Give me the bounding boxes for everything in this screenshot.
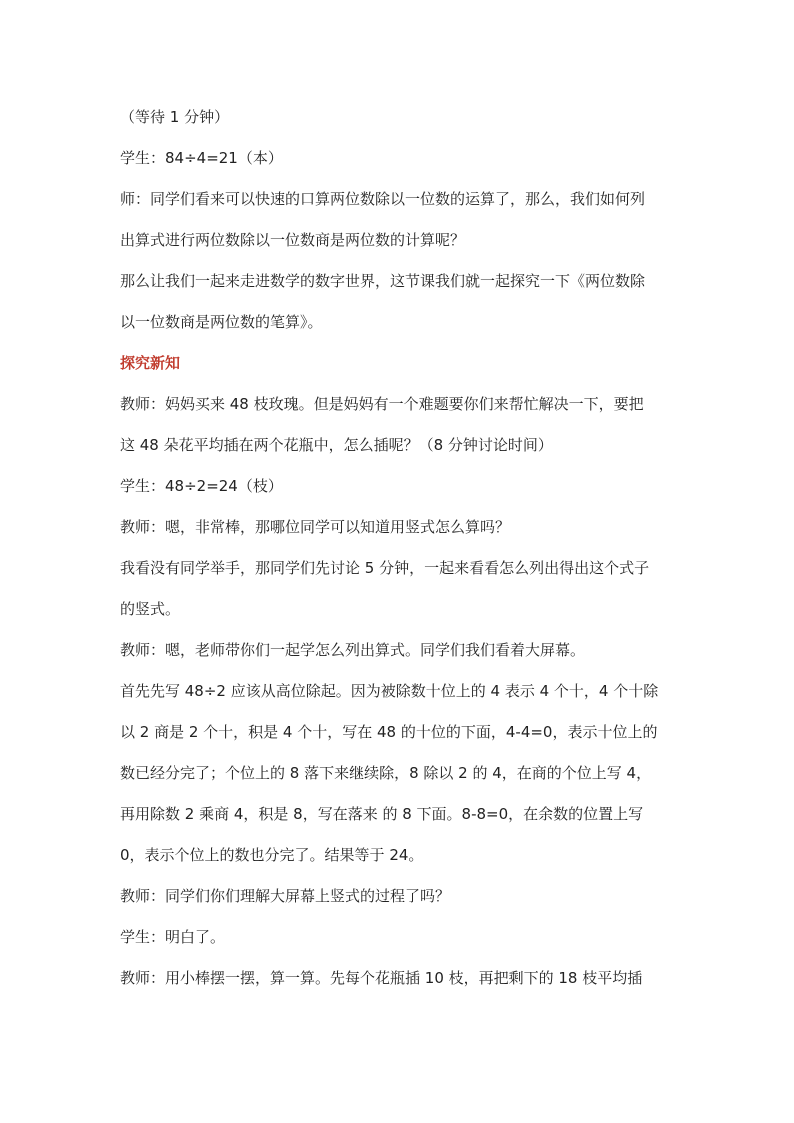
document-body [120, 106, 680, 989]
text-line: 首先先写 48÷2 应该从高位除起。因为被除数十位上的 4 表示 4 个十，4 个十除 [120, 682, 659, 700]
text-line: 的竖式。 [120, 600, 181, 618]
text-line: 数已经分完了；个位上的 8 落下来继续除，8 除以 2 的 4，在商的个位上写 4， [120, 764, 652, 782]
section-heading: 探究新知 [120, 354, 181, 372]
text-line: 学生：48÷2=24（枝） [120, 477, 283, 495]
text-line: 以一位数商是两位数的笔算》。 [120, 313, 323, 331]
text-line: 学生：84÷4=21（本） [120, 149, 283, 167]
text-line: 教师：用小棒摆一摆，算一算。先每个花瓶插 10 枝，再把剩下的 18 枝平均插 [120, 969, 643, 987]
text-line: （等待 1 分钟） [120, 108, 230, 126]
text-line: 出算式进行两位数除以一位数商是两位数的计算呢？ [120, 231, 466, 249]
text-line: 师：同学们看来可以快速的口算两位数除以一位数的运算了，那么，我们如何列 [120, 190, 646, 208]
text-line: 再用除数 2 乘商 4，积是 8，写在落来 的 8 下面。8-8=0，在余数的位置上写 [120, 805, 644, 823]
text-line: 教师：嗯，非常棒，那哪位同学可以知道用竖式怎么算吗？ [120, 518, 511, 536]
text-line: 那么让我们一起来走进数学的数字世界，这节课我们就一起探究一下《两位数除 [120, 272, 646, 290]
text-line: 0，表示个位上的数也分完了。结果等于 24。 [120, 846, 424, 864]
text-line: 我看没有同学举手，那同学们先讨论 5 分钟，一起来看看怎么列出得出这个式子 [120, 559, 650, 577]
text-line: 教师：嗯，老师带你们一起学怎么列出算式。同学们我们看着大屏幕。 [120, 641, 586, 659]
text-line: 学生：明白了。 [120, 928, 226, 946]
text-line: 这 48 朵花平均插在两个花瓶中，怎么插呢？（8 分钟讨论时间） [120, 436, 553, 454]
text-line: 教师：同学们你们理解大屏幕上竖式的过程了吗？ [120, 887, 451, 905]
text-line: 教师：妈妈买来 48 枝玫瑰。但是妈妈有一个难题要你们来帮忙解决一下，要把 [120, 395, 644, 413]
text-line: 以 2 商是 2 个十，积是 4 个十，写在 48 的十位的下面，4-4=0，表示十位上的 [120, 723, 658, 741]
